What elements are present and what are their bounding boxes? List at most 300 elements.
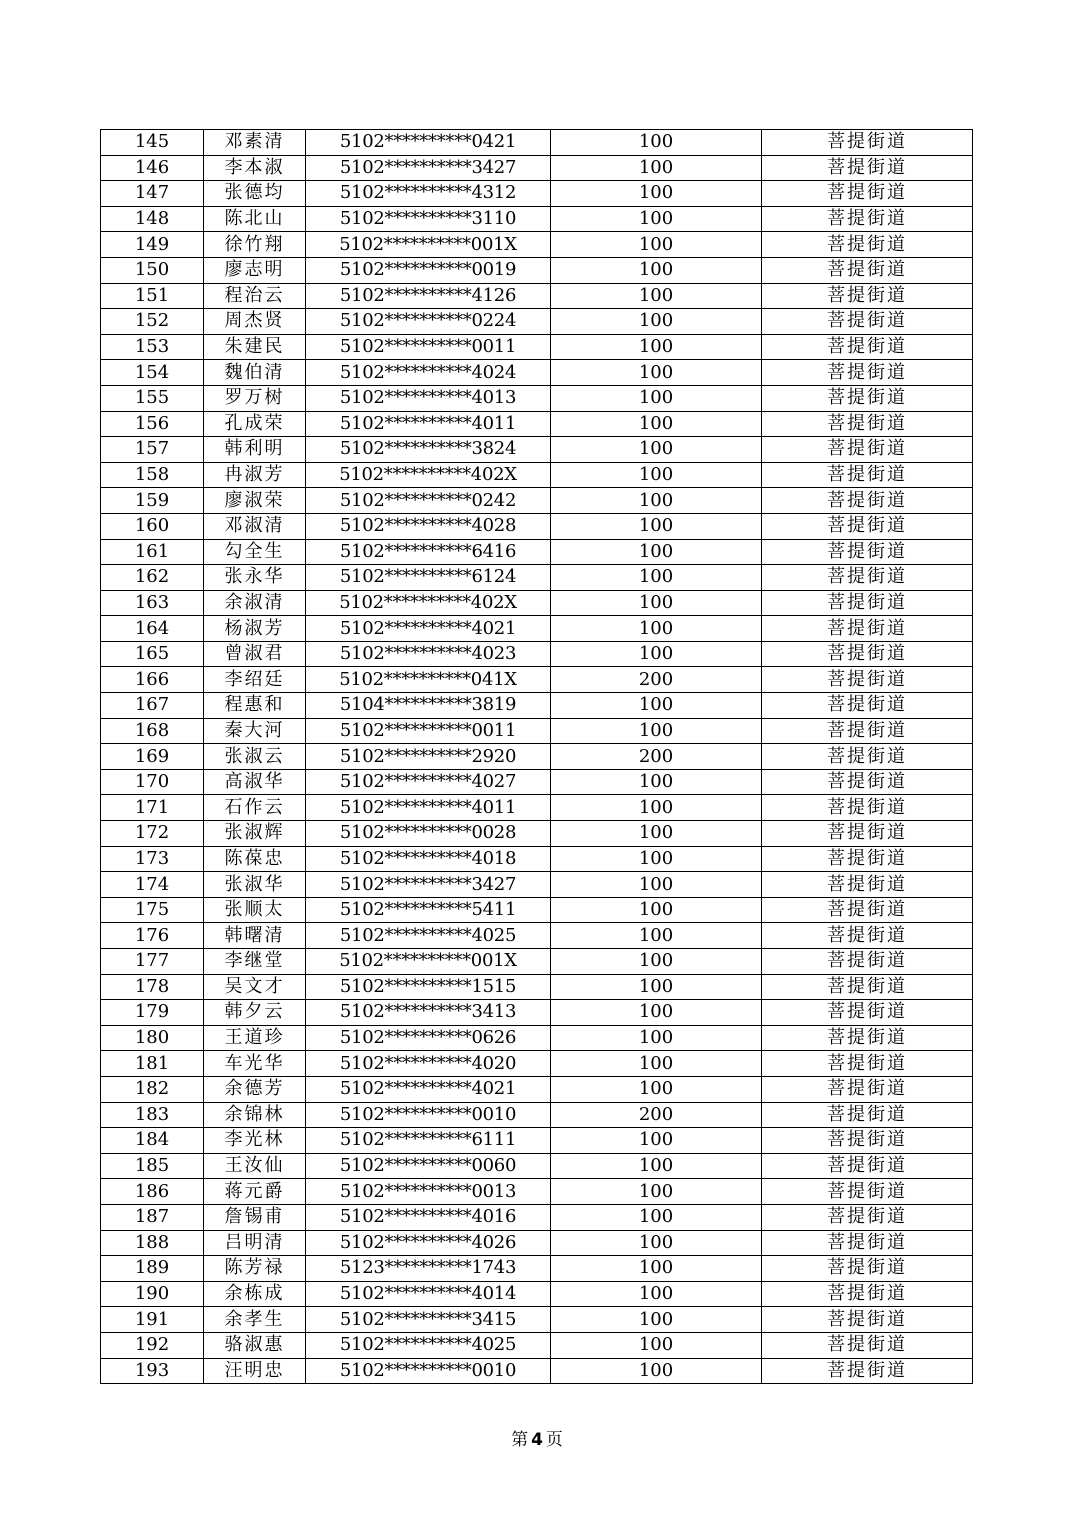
amount-cell: 100 (551, 1307, 762, 1333)
person-name-cell: 程惠和 (204, 693, 306, 719)
street-name-cell: 菩提街道 (762, 872, 973, 898)
amount-cell: 100 (551, 1128, 762, 1154)
table-row (101, 539, 973, 565)
street-name-cell: 菩提街道 (762, 206, 973, 232)
page-footer (0, 1430, 1074, 1450)
amount-cell: 100 (551, 1358, 762, 1384)
table-row (101, 1051, 973, 1077)
amount-cell: 100 (551, 513, 762, 539)
table-row (101, 1179, 973, 1205)
amount-cell: 100 (551, 462, 762, 488)
person-name-cell: 余德芳 (204, 1076, 306, 1102)
id-number-cell: 5102**********4126 (306, 283, 551, 309)
row-number-cell: 155 (101, 385, 204, 411)
id-number-cell: 5102**********4014 (306, 1281, 551, 1307)
amount-cell: 100 (551, 974, 762, 1000)
person-name-cell: 张德均 (204, 181, 306, 207)
id-number-cell: 5102**********4011 (306, 411, 551, 437)
row-number-cell: 193 (101, 1358, 204, 1384)
id-number-cell: 5102**********4025 (306, 1332, 551, 1358)
amount-cell: 100 (551, 1281, 762, 1307)
table-row (101, 488, 973, 514)
street-name-cell: 菩提街道 (762, 641, 973, 667)
table-row (101, 1128, 973, 1154)
row-number-cell: 158 (101, 462, 204, 488)
row-number-cell: 169 (101, 744, 204, 770)
person-name-cell: 魏伯清 (204, 360, 306, 386)
row-number-cell: 167 (101, 693, 204, 719)
table-row (101, 309, 973, 335)
row-number-cell: 150 (101, 257, 204, 283)
page-label-suffix: 页 (545, 1430, 563, 1450)
amount-cell: 100 (551, 616, 762, 642)
id-number-cell: 5102**********0028 (306, 821, 551, 847)
row-number-cell: 177 (101, 949, 204, 975)
row-number-cell: 187 (101, 1204, 204, 1230)
row-number-cell: 165 (101, 641, 204, 667)
person-name-cell: 朱建民 (204, 334, 306, 360)
table-row (101, 821, 973, 847)
street-name-cell: 菩提街道 (762, 539, 973, 565)
row-number-cell: 185 (101, 1153, 204, 1179)
table-row (101, 283, 973, 309)
row-number-cell: 190 (101, 1281, 204, 1307)
row-number-cell: 174 (101, 872, 204, 898)
street-name-cell: 菩提街道 (762, 462, 973, 488)
table-row (101, 437, 973, 463)
row-number-cell: 189 (101, 1256, 204, 1282)
id-number-cell: 5102**********0060 (306, 1153, 551, 1179)
id-number-cell: 5102**********4028 (306, 513, 551, 539)
amount-cell: 100 (551, 769, 762, 795)
person-name-cell: 王汝仙 (204, 1153, 306, 1179)
row-number-cell: 153 (101, 334, 204, 360)
amount-cell: 100 (551, 846, 762, 872)
street-name-cell: 菩提街道 (762, 846, 973, 872)
person-name-cell: 廖淑荣 (204, 488, 306, 514)
amount-cell: 100 (551, 590, 762, 616)
row-number-cell: 176 (101, 923, 204, 949)
person-name-cell: 邓淑清 (204, 513, 306, 539)
table-row (101, 795, 973, 821)
street-name-cell: 菩提街道 (762, 897, 973, 923)
id-number-cell: 5102**********2920 (306, 744, 551, 770)
id-number-cell: 5102**********0421 (306, 130, 551, 156)
street-name-cell: 菩提街道 (762, 1256, 973, 1282)
id-number-cell: 5102**********001X (306, 232, 551, 258)
table-row (101, 385, 973, 411)
id-number-cell: 5102**********4011 (306, 795, 551, 821)
row-number-cell: 147 (101, 181, 204, 207)
street-name-cell: 菩提街道 (762, 667, 973, 693)
street-name-cell: 菩提街道 (762, 1000, 973, 1026)
row-number-cell: 192 (101, 1332, 204, 1358)
person-name-cell: 韩利明 (204, 437, 306, 463)
id-number-cell: 5102**********5411 (306, 897, 551, 923)
amount-cell: 100 (551, 897, 762, 923)
page-number: 4 (531, 1430, 543, 1450)
id-number-cell: 5102**********402X (306, 462, 551, 488)
table-row (101, 565, 973, 591)
id-number-cell: 5102**********6124 (306, 565, 551, 591)
person-name-cell: 曾淑君 (204, 641, 306, 667)
street-name-cell: 菩提街道 (762, 411, 973, 437)
row-number-cell: 172 (101, 821, 204, 847)
table-row (101, 693, 973, 719)
table-row (101, 1000, 973, 1026)
amount-cell: 100 (551, 1076, 762, 1102)
id-number-cell: 5102**********4024 (306, 360, 551, 386)
street-name-cell: 菩提街道 (762, 974, 973, 1000)
id-number-cell: 5102**********402X (306, 590, 551, 616)
amount-cell: 100 (551, 872, 762, 898)
person-name-cell: 张永华 (204, 565, 306, 591)
street-name-cell: 菩提街道 (762, 744, 973, 770)
street-name-cell: 菩提街道 (762, 795, 973, 821)
amount-cell: 100 (551, 130, 762, 156)
person-name-cell: 余锦林 (204, 1102, 306, 1128)
table-row (101, 206, 973, 232)
row-number-cell: 149 (101, 232, 204, 258)
table-row (101, 257, 973, 283)
table-row (101, 155, 973, 181)
id-number-cell: 5102**********0224 (306, 309, 551, 335)
person-name-cell: 石作云 (204, 795, 306, 821)
person-name-cell: 张淑云 (204, 744, 306, 770)
row-number-cell: 168 (101, 718, 204, 744)
table-row (101, 974, 973, 1000)
row-number-cell: 154 (101, 360, 204, 386)
row-number-cell: 162 (101, 565, 204, 591)
street-name-cell: 菩提街道 (762, 1358, 973, 1384)
amount-cell: 100 (551, 1204, 762, 1230)
id-number-cell: 5102**********4021 (306, 616, 551, 642)
id-number-cell: 5102**********0019 (306, 257, 551, 283)
person-name-cell: 骆淑惠 (204, 1332, 306, 1358)
row-number-cell: 152 (101, 309, 204, 335)
street-name-cell: 菩提街道 (762, 1128, 973, 1154)
id-number-cell: 5102**********3824 (306, 437, 551, 463)
id-number-cell: 5102**********3427 (306, 872, 551, 898)
street-name-cell: 菩提街道 (762, 1051, 973, 1077)
street-name-cell: 菩提街道 (762, 232, 973, 258)
amount-cell: 100 (551, 411, 762, 437)
person-name-cell: 陈北山 (204, 206, 306, 232)
table-row (101, 1230, 973, 1256)
person-name-cell: 吴文才 (204, 974, 306, 1000)
table-row (101, 1281, 973, 1307)
data-table (100, 129, 973, 1384)
street-name-cell: 菩提街道 (762, 769, 973, 795)
id-number-cell: 5102**********3415 (306, 1307, 551, 1333)
person-name-cell: 程治云 (204, 283, 306, 309)
street-name-cell: 菩提街道 (762, 283, 973, 309)
row-number-cell: 159 (101, 488, 204, 514)
amount-cell: 100 (551, 155, 762, 181)
amount-cell: 100 (551, 795, 762, 821)
row-number-cell: 156 (101, 411, 204, 437)
person-name-cell: 詹锡甫 (204, 1204, 306, 1230)
id-number-cell: 5102**********4025 (306, 923, 551, 949)
person-name-cell: 李继堂 (204, 949, 306, 975)
id-number-cell: 5102**********4020 (306, 1051, 551, 1077)
id-number-cell: 5102**********0626 (306, 1025, 551, 1051)
person-name-cell: 张顺太 (204, 897, 306, 923)
row-number-cell: 166 (101, 667, 204, 693)
id-number-cell: 5102**********4023 (306, 641, 551, 667)
table-row (101, 181, 973, 207)
amount-cell: 100 (551, 283, 762, 309)
street-name-cell: 菩提街道 (762, 718, 973, 744)
id-number-cell: 5102**********1515 (306, 974, 551, 1000)
street-name-cell: 菩提街道 (762, 1025, 973, 1051)
amount-cell: 100 (551, 821, 762, 847)
id-number-cell: 5102**********0242 (306, 488, 551, 514)
table-row (101, 1307, 973, 1333)
id-number-cell: 5102**********3427 (306, 155, 551, 181)
row-number-cell: 170 (101, 769, 204, 795)
person-name-cell: 王道珍 (204, 1025, 306, 1051)
person-name-cell: 勾全生 (204, 539, 306, 565)
row-number-cell: 145 (101, 130, 204, 156)
person-name-cell: 余栋成 (204, 1281, 306, 1307)
table-row (101, 1332, 973, 1358)
street-name-cell: 菩提街道 (762, 1307, 973, 1333)
amount-cell: 200 (551, 1102, 762, 1128)
row-number-cell: 181 (101, 1051, 204, 1077)
table-row (101, 334, 973, 360)
amount-cell: 100 (551, 181, 762, 207)
street-name-cell: 菩提街道 (762, 1179, 973, 1205)
person-name-cell: 车光华 (204, 1051, 306, 1077)
id-number-cell: 5102**********6111 (306, 1128, 551, 1154)
row-number-cell: 151 (101, 283, 204, 309)
amount-cell: 100 (551, 1230, 762, 1256)
person-name-cell: 徐竹翔 (204, 232, 306, 258)
amount-cell: 100 (551, 232, 762, 258)
person-name-cell: 秦大河 (204, 718, 306, 744)
street-name-cell: 菩提街道 (762, 309, 973, 335)
street-name-cell: 菩提街道 (762, 360, 973, 386)
table-row (101, 744, 973, 770)
table-row (101, 1204, 973, 1230)
person-name-cell: 高淑华 (204, 769, 306, 795)
street-name-cell: 菩提街道 (762, 1153, 973, 1179)
amount-cell: 100 (551, 1179, 762, 1205)
row-number-cell: 180 (101, 1025, 204, 1051)
person-name-cell: 韩曙清 (204, 923, 306, 949)
amount-cell: 100 (551, 385, 762, 411)
amount-cell: 100 (551, 923, 762, 949)
id-number-cell: 5102**********3413 (306, 1000, 551, 1026)
table-row (101, 846, 973, 872)
table-row (101, 1256, 973, 1282)
amount-cell: 100 (551, 641, 762, 667)
amount-cell: 100 (551, 565, 762, 591)
row-number-cell: 178 (101, 974, 204, 1000)
street-name-cell: 菩提街道 (762, 693, 973, 719)
person-name-cell: 罗万树 (204, 385, 306, 411)
table-row (101, 667, 973, 693)
street-name-cell: 菩提街道 (762, 949, 973, 975)
table-row (101, 1153, 973, 1179)
table-row (101, 411, 973, 437)
table-row (101, 641, 973, 667)
amount-cell: 100 (551, 1000, 762, 1026)
row-number-cell: 183 (101, 1102, 204, 1128)
id-number-cell: 5102**********4026 (306, 1230, 551, 1256)
street-name-cell: 菩提街道 (762, 1332, 973, 1358)
id-number-cell: 5123**********1743 (306, 1256, 551, 1282)
row-number-cell: 175 (101, 897, 204, 923)
amount-cell: 100 (551, 257, 762, 283)
person-name-cell: 余孝生 (204, 1307, 306, 1333)
street-name-cell: 菩提街道 (762, 488, 973, 514)
amount-cell: 100 (551, 949, 762, 975)
person-name-cell: 廖志明 (204, 257, 306, 283)
amount-cell: 200 (551, 667, 762, 693)
table-row (101, 1025, 973, 1051)
id-number-cell: 5102**********0011 (306, 334, 551, 360)
id-number-cell: 5102**********4027 (306, 769, 551, 795)
id-number-cell: 5102**********0010 (306, 1102, 551, 1128)
amount-cell: 100 (551, 437, 762, 463)
amount-cell: 100 (551, 693, 762, 719)
person-name-cell: 冉淑芳 (204, 462, 306, 488)
amount-cell: 100 (551, 718, 762, 744)
table-row (101, 1102, 973, 1128)
table-body (101, 130, 973, 1384)
row-number-cell: 184 (101, 1128, 204, 1154)
amount-cell: 100 (551, 309, 762, 335)
table-row (101, 769, 973, 795)
row-number-cell: 186 (101, 1179, 204, 1205)
street-name-cell: 菩提街道 (762, 616, 973, 642)
id-number-cell: 5102**********041X (306, 667, 551, 693)
street-name-cell: 菩提街道 (762, 1102, 973, 1128)
amount-cell: 100 (551, 1025, 762, 1051)
table-row (101, 462, 973, 488)
table-row (101, 1358, 973, 1384)
amount-cell: 200 (551, 744, 762, 770)
row-number-cell: 157 (101, 437, 204, 463)
street-name-cell: 菩提街道 (762, 385, 973, 411)
row-number-cell: 182 (101, 1076, 204, 1102)
person-name-cell: 吕明清 (204, 1230, 306, 1256)
row-number-cell: 146 (101, 155, 204, 181)
row-number-cell: 171 (101, 795, 204, 821)
person-name-cell: 孔成荣 (204, 411, 306, 437)
id-number-cell: 5102**********3110 (306, 206, 551, 232)
amount-cell: 100 (551, 488, 762, 514)
row-number-cell: 161 (101, 539, 204, 565)
table-row (101, 232, 973, 258)
id-number-cell: 5102**********0011 (306, 718, 551, 744)
person-name-cell: 蒋元爵 (204, 1179, 306, 1205)
table-row (101, 897, 973, 923)
person-name-cell: 周杰贤 (204, 309, 306, 335)
person-name-cell: 李光林 (204, 1128, 306, 1154)
id-number-cell: 5102**********4312 (306, 181, 551, 207)
row-number-cell: 191 (101, 1307, 204, 1333)
street-name-cell: 菩提街道 (762, 130, 973, 156)
street-name-cell: 菩提街道 (762, 437, 973, 463)
person-name-cell: 汪明忠 (204, 1358, 306, 1384)
street-name-cell: 菩提街道 (762, 181, 973, 207)
row-number-cell: 148 (101, 206, 204, 232)
row-number-cell: 188 (101, 1230, 204, 1256)
street-name-cell: 菩提街道 (762, 1076, 973, 1102)
person-name-cell: 杨淑芳 (204, 616, 306, 642)
id-number-cell: 5102**********6416 (306, 539, 551, 565)
table-row (101, 923, 973, 949)
id-number-cell: 5104**********3819 (306, 693, 551, 719)
amount-cell: 100 (551, 1256, 762, 1282)
table-row (101, 949, 973, 975)
table-row (101, 360, 973, 386)
person-name-cell: 余淑清 (204, 590, 306, 616)
id-number-cell: 5102**********4016 (306, 1204, 551, 1230)
row-number-cell: 179 (101, 1000, 204, 1026)
person-name-cell: 陈葆忠 (204, 846, 306, 872)
table-row (101, 513, 973, 539)
page-label-prefix: 第 (511, 1430, 529, 1450)
table-row (101, 872, 973, 898)
amount-cell: 100 (551, 206, 762, 232)
street-name-cell: 菩提街道 (762, 513, 973, 539)
amount-cell: 100 (551, 360, 762, 386)
id-number-cell: 5102**********4018 (306, 846, 551, 872)
street-name-cell: 菩提街道 (762, 821, 973, 847)
id-number-cell: 5102**********001X (306, 949, 551, 975)
row-number-cell: 163 (101, 590, 204, 616)
id-number-cell: 5102**********4013 (306, 385, 551, 411)
street-name-cell: 菩提街道 (762, 257, 973, 283)
amount-cell: 100 (551, 1153, 762, 1179)
amount-cell: 100 (551, 1332, 762, 1358)
person-name-cell: 李绍廷 (204, 667, 306, 693)
person-name-cell: 邓素清 (204, 130, 306, 156)
row-number-cell: 164 (101, 616, 204, 642)
person-name-cell: 张淑华 (204, 872, 306, 898)
amount-cell: 100 (551, 334, 762, 360)
table-row (101, 130, 973, 156)
street-name-cell: 菩提街道 (762, 1204, 973, 1230)
street-name-cell: 菩提街道 (762, 334, 973, 360)
person-name-cell: 韩夕云 (204, 1000, 306, 1026)
street-name-cell: 菩提街道 (762, 1230, 973, 1256)
amount-cell: 100 (551, 1051, 762, 1077)
table-row (101, 1076, 973, 1102)
table-row (101, 616, 973, 642)
id-number-cell: 5102**********4021 (306, 1076, 551, 1102)
street-name-cell: 菩提街道 (762, 590, 973, 616)
id-number-cell: 5102**********0010 (306, 1358, 551, 1384)
street-name-cell: 菩提街道 (762, 1281, 973, 1307)
id-number-cell: 5102**********0013 (306, 1179, 551, 1205)
street-name-cell: 菩提街道 (762, 923, 973, 949)
street-name-cell: 菩提街道 (762, 565, 973, 591)
person-name-cell: 张淑辉 (204, 821, 306, 847)
row-number-cell: 160 (101, 513, 204, 539)
street-name-cell: 菩提街道 (762, 155, 973, 181)
amount-cell: 100 (551, 539, 762, 565)
person-name-cell: 陈芳禄 (204, 1256, 306, 1282)
table-row (101, 718, 973, 744)
table-row (101, 590, 973, 616)
person-name-cell: 李本淑 (204, 155, 306, 181)
row-number-cell: 173 (101, 846, 204, 872)
